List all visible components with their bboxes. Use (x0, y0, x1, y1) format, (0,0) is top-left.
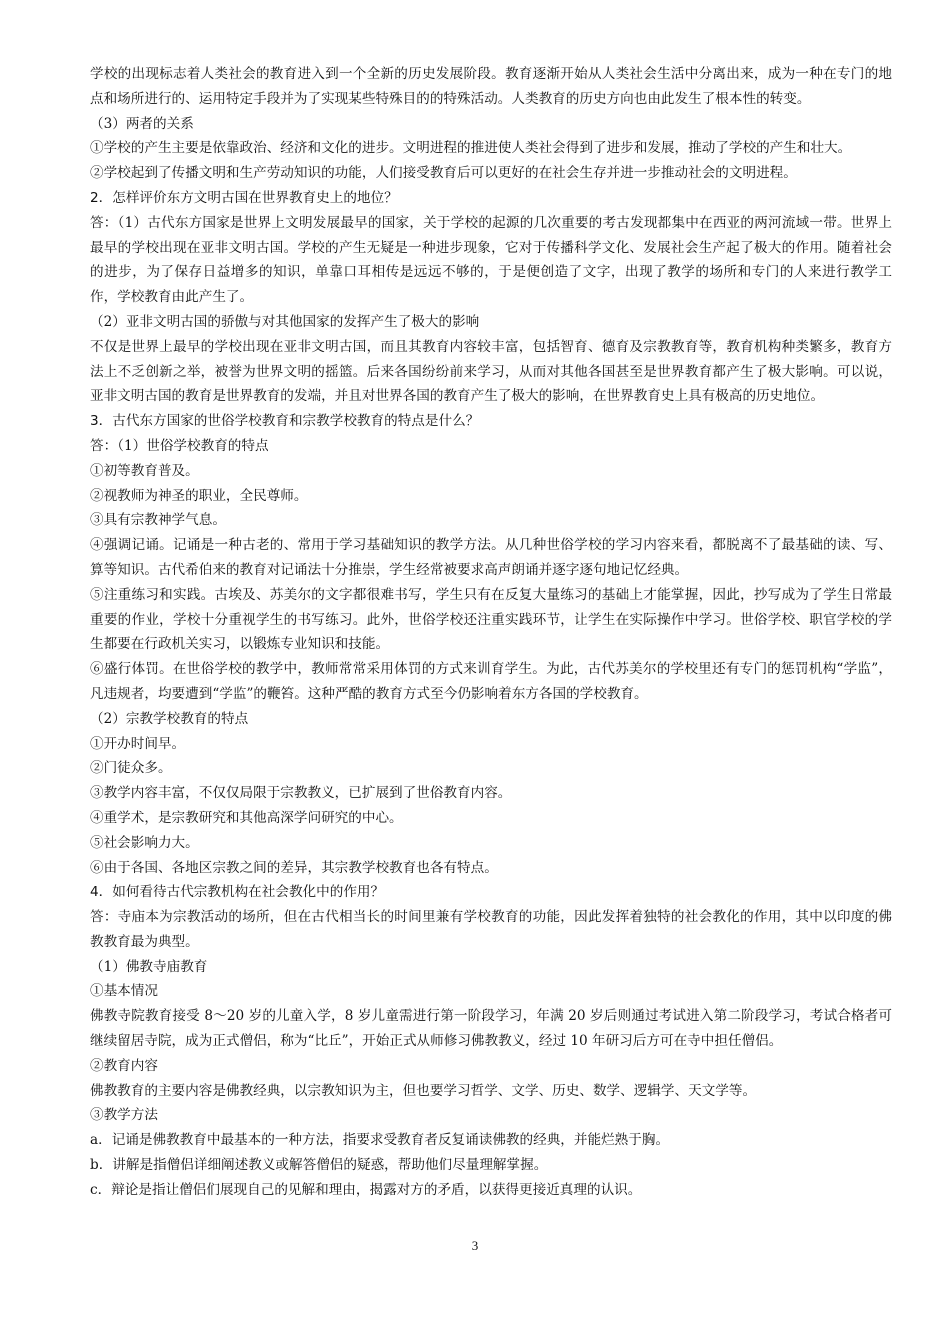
answer-paragraph: 答：（1）世俗学校教育的特点 (90, 437, 269, 454)
subsection-heading: ③教学方法 (90, 1107, 158, 1124)
list-item: ②视教师为神圣的职业，全民尊师。 (90, 487, 308, 504)
list-item: ⑥由于各国、各地区宗教之间的差异，其宗教学校教育也各有特点。 (90, 859, 498, 876)
list-item: ②门徒众多。 (90, 760, 172, 777)
list-item: ⑥盛行体罚。在世俗学校的教学中，教师常常采用体罚的方式来训育学生。为此，古代苏美尔的学校里还有专门的惩罚机构“学监”，凡违规者，均要遭到“学监”的鞭笞。这种严酷的教育方式至今仍影响着东方各国的学校教育。 (90, 661, 892, 702)
question-heading: 3．古代东方国家的世俗学校教育和宗教学校教育的特点是什么？ (90, 413, 480, 430)
list-item: ①开办时间早。 (90, 735, 186, 752)
page-number: 3 (471, 1238, 479, 1253)
section-heading: （3）两者的关系 (90, 115, 194, 132)
list-item: ④重学术，是宗教研究和其他高深学问研究的中心。 (90, 809, 403, 826)
paragraph: 学校的出现标志着人类社会的教育进入到一个全新的历史发展阶段。教育逐渐开始从人类社会生活中分离出来，成为一种在专门的地点和场所进行的、运用特定手段并为了实现某些特殊目的的特殊活动。人类教育的历史方向也由此发生了根本性的转变。 (90, 66, 892, 107)
list-item: ③教学内容丰富，不仅仅局限于宗教教义，已扩展到了世俗教育内容。 (90, 785, 512, 802)
document-body (90, 62, 892, 1203)
list-item: ⑤社会影响力大。 (90, 834, 199, 851)
list-item: ①学校的产生主要是依靠政治、经济和文化的进步。文明进程的推进使人类社会得到了进步和发展，推动了学校的产生和壮大。 (90, 140, 852, 157)
section-heading: （2）宗教学校教育的特点 (90, 710, 249, 727)
list-item: a．记诵是佛教教育中最基本的一种方法，指要求受教育者反复诵读佛教的经典，并能烂熟于胸。 (90, 1132, 670, 1149)
list-item: ②学校起到了传播文明和生产劳动知识的功能，人们接受教育后可以更好的在社会生存并进一步推动社会的文明进程。 (90, 165, 797, 182)
answer-paragraph: 答：寺庙本为宗教活动的场所，但在古代相当长的时间里兼有学校教育的功能，因此发挥着独特的社会教化的作用，其中以印度的佛教教育最为典型。 (90, 909, 892, 950)
paragraph: 佛教寺院教育接受 8～20 岁的儿童入学，8 岁儿童需进行第一阶段学习，年满 20 岁后则通过考试进入第二阶段学习，考试合格者可继续留居寺院，成为正式僧侣，称为“比丘”，开始正式从师修习佛教教义，经过 10 年研习后方可在寺中担任僧侣。 (90, 1008, 892, 1050)
list-item: b．讲解是指僧侣详细阐述教义或解答僧侣的疑惑，帮助他们尽量理解掌握。 (90, 1157, 548, 1174)
list-item: ⑤注重练习和实践。古埃及、苏美尔的文字都很难书写，学生只有在反复大量练习的基础上才能掌握，因此，抄写成为了学生日常最重要的作业，学校十分重视学生的书写练习。此外，世俗学校还注重实践环节，让学生在实际操作中学习。世俗学校、职官学校的学生都要在行政机关实习，以锻炼专业知识和技能。 (90, 586, 892, 653)
answer-paragraph: 答：（1）古代东方国家是世界上文明发展最早的国家，关于学校的起源的几次重要的考古发现都集中在西亚的两河流域一带。世界上最早的学校出现在亚非文明古国。学校的产生无疑是一种进步现象，它对于传播科学文化、发展社会生产起了极大的作用。随着社会的进步，为了保存日益增多的知识，单靠口耳相传是远远不够的，于是便创造了文字，出现了教学的场所和专门的人来进行教学工作，学校教育由此产生了。 (90, 214, 892, 306)
list-item: ③具有宗教神学气息。 (90, 512, 226, 529)
section-heading: （2）亚非文明古国的骄傲与对其他国家的发挥产生了极大的影响 (90, 313, 480, 330)
list-item: ①初等教育普及。 (90, 462, 199, 479)
list-item: ④强调记诵。记诵是一种古老的、常用于学习基础知识的教学方法。从几种世俗学校的学习内容来看，都脱离不了最基础的读、写、算等知识。古代希伯来的教育对记诵法十分推崇，学生经常被要求高声朗诵并逐字逐句地记忆经典。 (90, 537, 892, 578)
question-heading: 2．怎样评价东方文明古国在世界教育史上的地位？ (90, 189, 398, 206)
subsection-heading: ①基本情况 (90, 983, 158, 1000)
section-heading: （1）佛教寺庙教育 (90, 958, 208, 975)
paragraph: 佛教教育的主要内容是佛教经典，以宗教知识为主，但也要学习哲学、文学、历史、数学、逻辑学、天文学等。 (90, 1082, 757, 1099)
list-item: c．辩论是指让僧侣们展现自己的见解和理由，揭露对方的矛盾，以获得更接近真理的认识。 (90, 1181, 642, 1198)
subsection-heading: ②教育内容 (90, 1057, 158, 1074)
question-heading: 4．如何看待古代宗教机构在社会教化中的作用？ (90, 884, 385, 901)
paragraph: 不仅是世界上最早的学校出现在亚非文明古国，而且其教育内容较丰富，包括智育、德育及宗教教育等，教育机构种类繁多，教育方法上不乏创新之举，被誉为世界文明的摇篮。后来各国纷纷前来学习，从而对其他各国甚至是世界教育都产生了极大影响。可以说，亚非文明古国的教育是世界教育的发端，并且对世界各国的教育产生了极大的影响，在世界教育史上具有极高的历史地位。 (90, 338, 892, 405)
